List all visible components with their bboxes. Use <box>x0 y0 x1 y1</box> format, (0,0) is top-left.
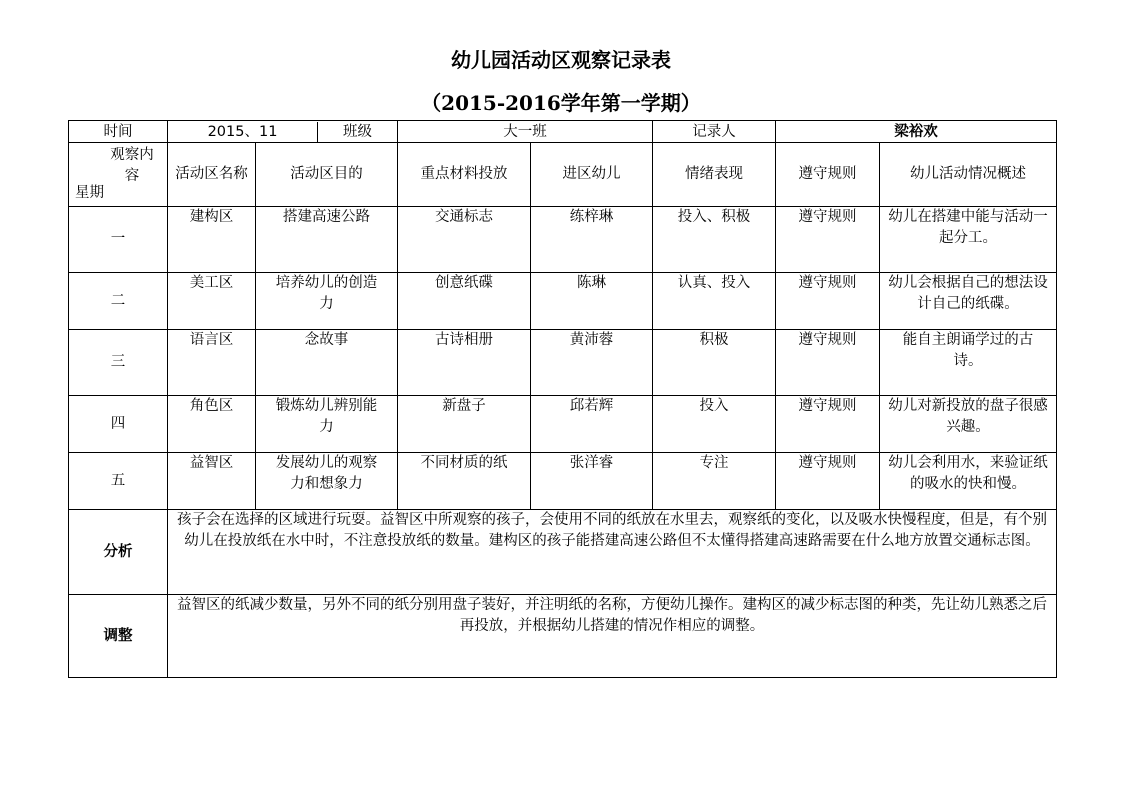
materials-cell: 古诗相册 <box>398 330 531 396</box>
analysis-text: 孩子会在选择的区域进行玩耍。益智区中所观察的孩子，会使用不同的纸放在水里去，观察纸的变化，以及吸水快慢程度，但是，有个别幼儿在投放纸在水中时，不注意投放纸的数量。建构区的孩子能搭建高速公路但不太懂得搭建高速路需要在什么地方放置交通标志图。 <box>168 510 1057 595</box>
day-cell: 二 <box>69 273 168 330</box>
page-subtitle: （2015-2016学年第一学期） <box>421 91 701 115</box>
emotion-cell: 积极 <box>653 330 776 396</box>
table-row <box>69 453 1057 510</box>
header-goal: 活动区目的 <box>256 143 398 207</box>
page-title: 幼儿园活动区观察记录表 <box>451 48 671 72</box>
header-area: 活动区名称 <box>168 143 256 207</box>
header-children: 进区幼儿 <box>531 143 653 207</box>
emotion-cell: 专注 <box>653 453 776 510</box>
area-cell: 角色区 <box>168 396 256 453</box>
rules-cell: 遵守规则 <box>776 273 880 330</box>
area-cell: 益智区 <box>168 453 256 510</box>
child-cell: 黄沛蓉 <box>531 330 653 396</box>
corner-top-label: 观察内容 <box>110 147 154 184</box>
rules-cell: 遵守规则 <box>776 207 880 273</box>
materials-cell: 交通标志 <box>398 207 531 273</box>
corner-bottom-label: 星期 <box>75 185 104 201</box>
rules-cell: 遵守规则 <box>776 330 880 396</box>
day-cell: 一 <box>69 207 168 273</box>
header-row <box>69 143 1057 207</box>
corner-header <box>69 143 168 207</box>
table-row <box>69 207 1057 273</box>
observation-table <box>68 120 1057 678</box>
time-value-cell <box>168 121 398 143</box>
emotion-cell: 认真、投入 <box>653 273 776 330</box>
table-row <box>69 396 1057 453</box>
analysis-label: 分析 <box>69 510 168 595</box>
child-cell: 陈琳 <box>531 273 653 330</box>
child-cell: 张洋睿 <box>531 453 653 510</box>
header-emotion: 情绪表现 <box>653 143 776 207</box>
time-value: 2015、11 <box>207 123 278 140</box>
recorder-label: 记录人 <box>653 121 776 143</box>
materials-cell: 新盘子 <box>398 396 531 453</box>
goal-cell: 锻炼幼儿辨别能力 <box>256 396 398 453</box>
emotion-cell: 投入、积极 <box>653 207 776 273</box>
emotion-cell: 投入 <box>653 396 776 453</box>
area-cell: 美工区 <box>168 273 256 330</box>
goal-cell: 发展幼儿的观察力和想象力 <box>256 453 398 510</box>
goal-cell: 培养幼儿的创造力 <box>256 273 398 330</box>
area-cell: 语言区 <box>168 330 256 396</box>
rules-cell: 遵守规则 <box>776 453 880 510</box>
adjustment-text: 益智区的纸减少数量，另外不同的纸分别用盘子装好，并注明纸的名称，方便幼儿操作。建构区的减少标志图的种类，先让幼儿熟悉之后再投放，并根据幼儿搭建的情况作相应的调整。 <box>168 595 1057 678</box>
class-label: 班级 <box>317 122 397 142</box>
materials-cell: 创意纸碟 <box>398 273 531 330</box>
goal-cell: 念故事 <box>256 330 398 396</box>
child-cell: 练梓琳 <box>531 207 653 273</box>
summary-cell: 幼儿在搭建中能与活动一起分工。 <box>880 207 1057 273</box>
analysis-row <box>69 510 1057 595</box>
table-row <box>69 330 1057 396</box>
header-materials: 重点材料投放 <box>398 143 531 207</box>
adjustment-label: 调整 <box>69 595 168 678</box>
day-cell: 三 <box>69 330 168 396</box>
day-cell: 五 <box>69 453 168 510</box>
header-rules: 遵守规则 <box>776 143 880 207</box>
info-row <box>69 121 1057 143</box>
rules-cell: 遵守规则 <box>776 396 880 453</box>
header-summary: 幼儿活动情况概述 <box>880 143 1057 207</box>
time-label: 时间 <box>69 121 168 143</box>
class-value: 大一班 <box>503 123 547 140</box>
table-row <box>69 273 1057 330</box>
child-cell: 邱若辉 <box>531 396 653 453</box>
day-cell: 四 <box>69 396 168 453</box>
goal-cell: 搭建高速公路 <box>256 207 398 273</box>
summary-cell: 幼儿会根据自己的想法设计自己的纸碟。 <box>880 273 1057 330</box>
area-cell: 建构区 <box>168 207 256 273</box>
summary-cell: 幼儿对新投放的盘子很感兴趣。 <box>880 396 1057 453</box>
recorder-value: 梁裕欢 <box>776 121 1057 143</box>
summary-cell: 幼儿会利用水，来验证纸的吸水的快和慢。 <box>880 453 1057 510</box>
adjustment-row <box>69 595 1057 678</box>
summary-cell: 能自主朗诵学过的古诗。 <box>880 330 1057 396</box>
class-value-cell <box>398 121 653 143</box>
materials-cell: 不同材质的纸 <box>398 453 531 510</box>
